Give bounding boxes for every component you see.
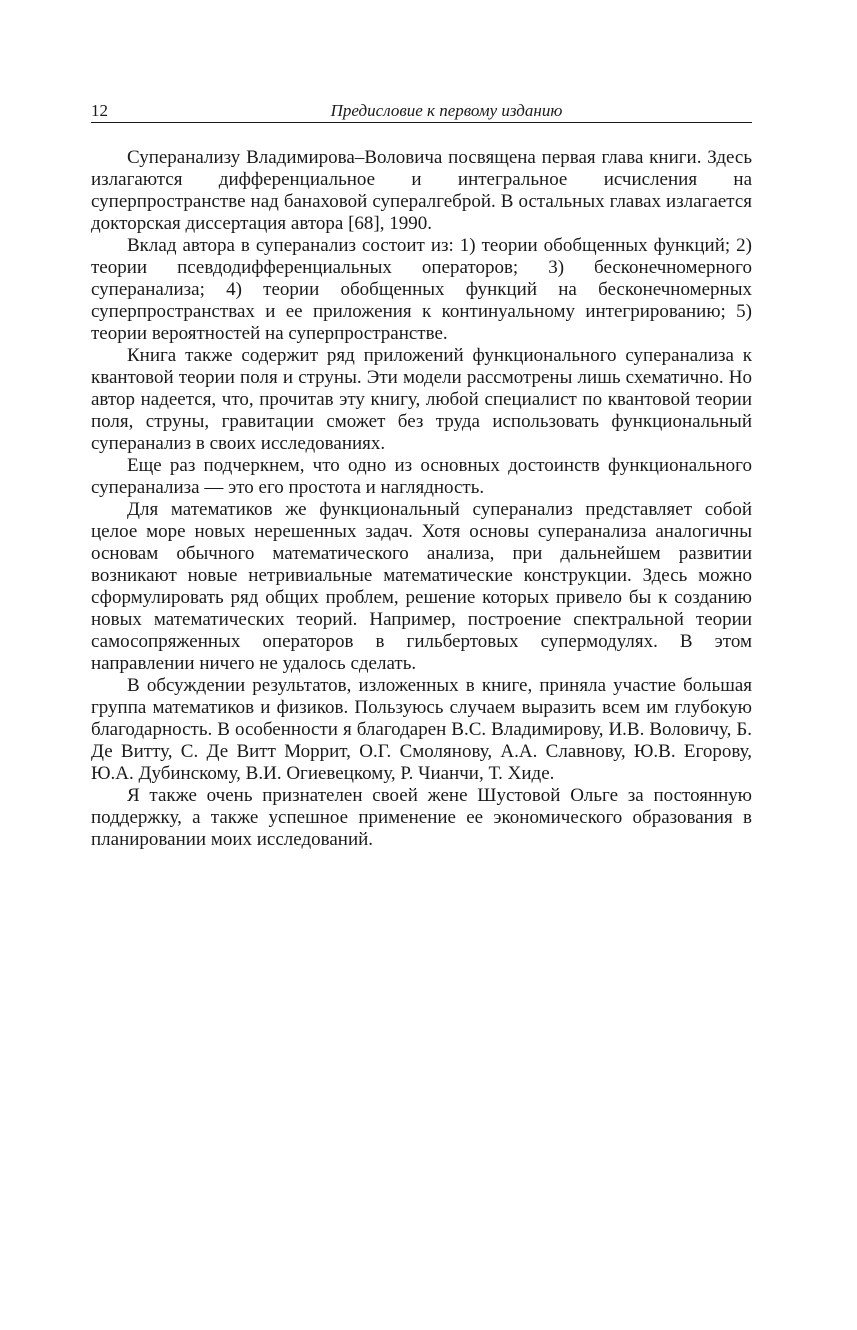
paragraph: Книга также содержит ряд приложений функционального суперанализа к квантовой теории поля и струны. Эти модели рассмотрены лишь схематично. Но автор надеется, что, прочитав эту книгу, любой специалист по квантовой теории поля, струны, гравитации сможет без труда использовать функциональный суперанализ в своих исследованиях. (91, 345, 752, 454)
paragraph: Суперанализу Владимирова–Воловича посвящена первая глава книги. Здесь излагаются дифференциальное и интегральное исчисления на суперпространстве над банаховой супералгеброй. В остальных главах излагается докторская диссертация автора [68], 1990. (91, 147, 752, 234)
running-title: Предисловие к первому изданию (330, 101, 563, 120)
page-number: 12 (91, 101, 108, 120)
paragraph: В обсуждении результатов, изложенных в книге, приняла участие большая группа математиков и физиков. Пользуюсь случаем выразить всем им глубокую благодарность. В особенности я благодарен В.С. Владимирову, И.В. Воловичу, Б. Де Витту, С. Де Витт Моррит, О.Г. Смолянову, А.А. Славнову, Ю.В. Егорову, Ю.А. Дубинскому, В.И. Огиевецкому, Р. Чианчи, Т. Хиде. (91, 675, 752, 784)
book-page (91, 100, 752, 851)
paragraph: Еще раз подчеркнем, что одно из основных достоинств функционального суперанализа — это его простота и наглядность. (91, 455, 752, 498)
paragraph: Вклад автора в суперанализ состоит из: 1) теории обобщенных функций; 2) теории псевдодифференциальных операторов; 3) бесконечномерного суперанализа; 4) теории обобщенных функций на бесконечномерных суперпространствах и ее приложения к континуальному интегрированию; 5) теории вероятностей на суперпространстве. (91, 235, 752, 344)
body-text (91, 147, 752, 851)
paragraph: Я также очень признателен своей жене Шустовой Ольге за постоянную поддержку, а также успешное применение ее экономического образования в планировании моих исследований. (91, 785, 752, 850)
running-header (91, 100, 752, 123)
paragraph: Для математиков же функциональный суперанализ представляет собой целое море новых нерешенных задач. Хотя основы суперанализа аналогичны основам обычного математического анализа, при дальнейшем развитии возникают новые нетривиальные математические конструкции. Здесь можно сформулировать ряд общих проблем, решение которых привело бы к созданию новых математических теорий. Например, построение спектральной теории самосопряженных операторов в гильбертовых супермодулях. В этом направлении ничего не удалось сделать. (91, 499, 752, 674)
